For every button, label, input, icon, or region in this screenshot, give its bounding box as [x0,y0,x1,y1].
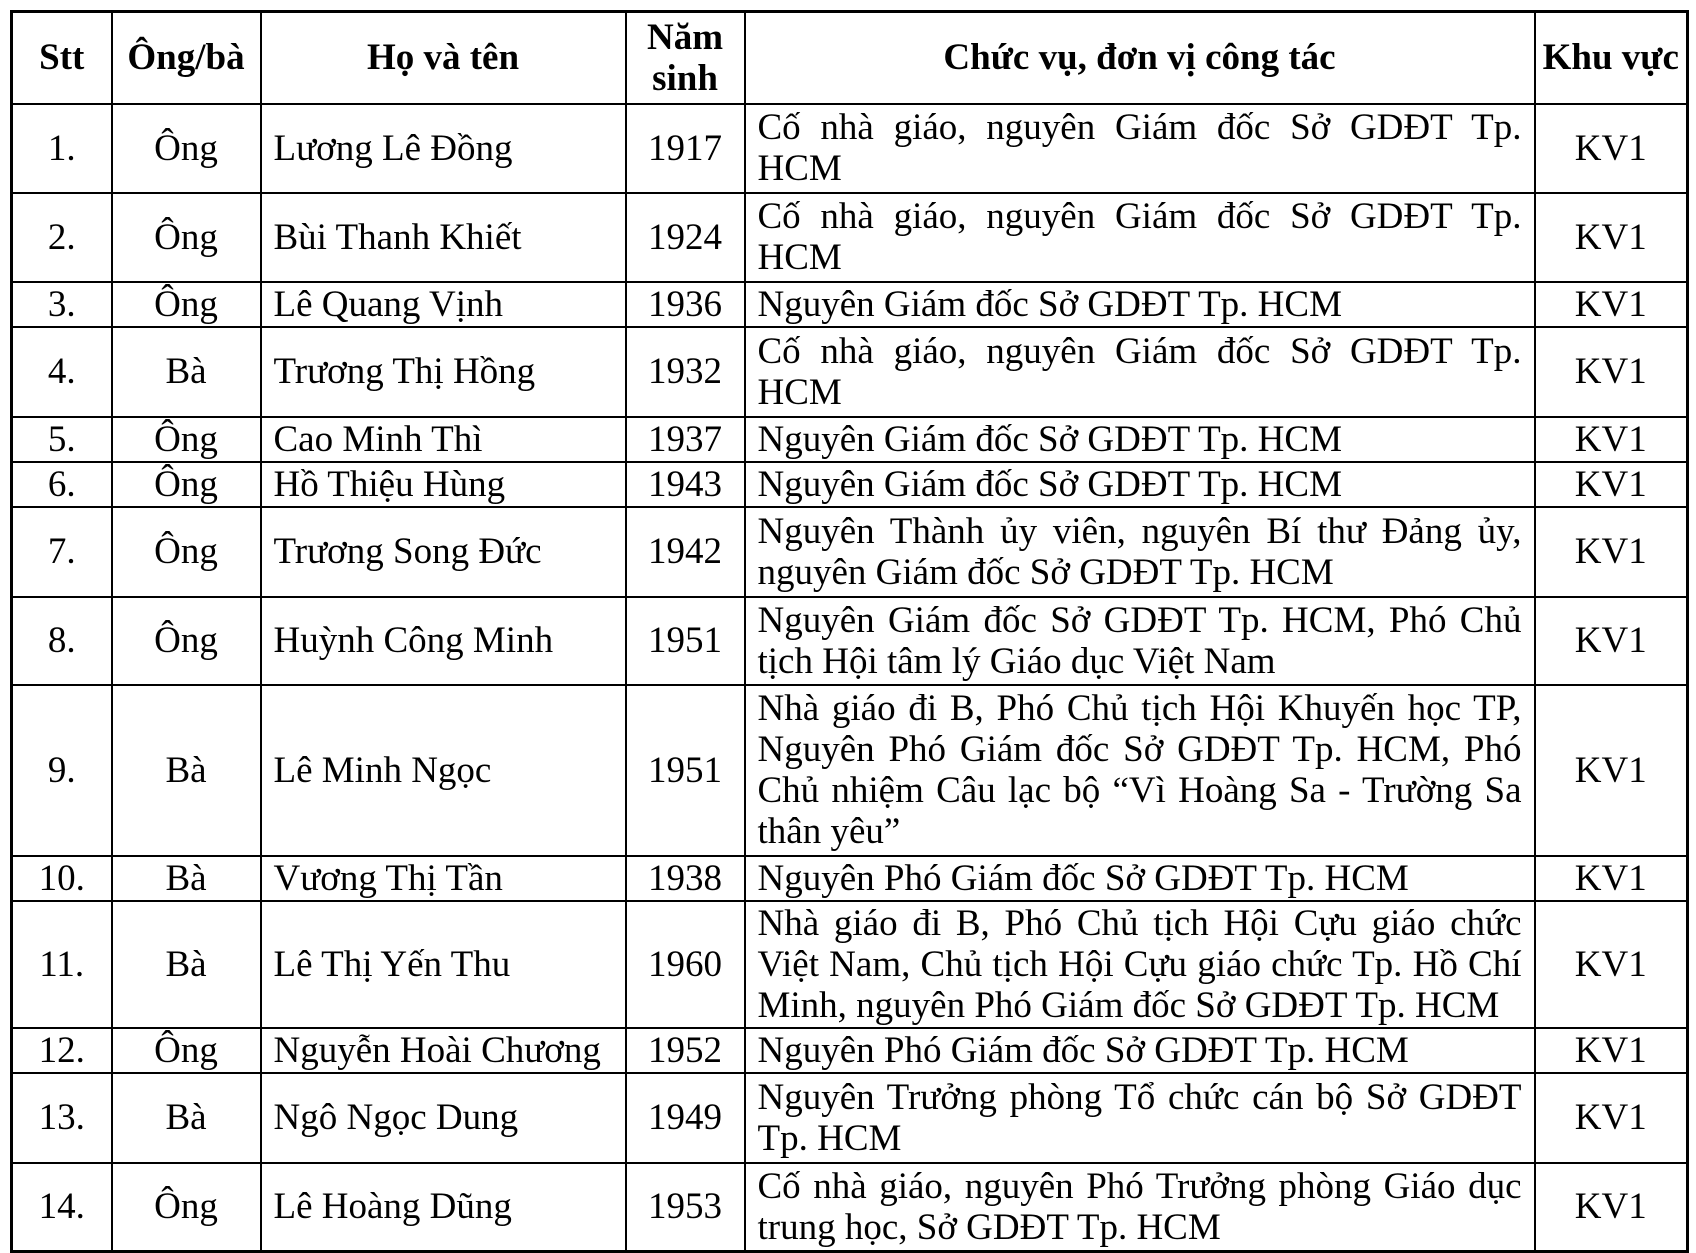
staff-roster-table [10,10,1689,1253]
row-birth-year: 1951 [626,597,745,685]
row-name: Lê Minh Ngọc [261,685,626,856]
row-stt: 6. [12,462,112,507]
table-row [12,1028,1688,1073]
table-row [12,417,1688,462]
table-row [12,1073,1688,1163]
row-birth-year: 1960 [626,901,745,1028]
row-stt: 7. [12,507,112,597]
row-name: Lê Hoàng Dũng [261,1163,626,1252]
table-row [12,282,1688,327]
row-position: Nguyên Thành ủy viên, nguyên Bí thư Đảng ủy, nguyên Giám đốc Sở GDĐT Tp. HCM [745,507,1535,597]
row-position: Nhà giáo đi B, Phó Chủ tịch Hội Khuyến học TP, Nguyên Phó Giám đốc Sở GDĐT Tp. HCM, Phó Chủ nhiệm Câu lạc bộ “Vì Hoàng Sa - Trường Sa thân yêu” [745,685,1535,856]
row-region: KV1 [1535,1073,1688,1163]
row-stt: 3. [12,282,112,327]
row-position: Nguyên Giám đốc Sở GDĐT Tp. HCM [745,462,1535,507]
col-header-stt: Stt [12,12,112,104]
col-header-honorific: Ông/bà [112,12,261,104]
row-stt: 8. [12,597,112,685]
row-position: Nguyên Phó Giám đốc Sở GDĐT Tp. HCM [745,856,1535,901]
row-stt: 12. [12,1028,112,1073]
row-stt: 2. [12,193,112,282]
row-name: Nguyễn Hoài Chương [261,1028,626,1073]
row-birth-year: 1937 [626,417,745,462]
row-honorific: Ông [112,417,261,462]
row-name: Trương Thị Hồng [261,327,626,417]
row-honorific: Ông [112,462,261,507]
table-row [12,856,1688,901]
row-birth-year: 1951 [626,685,745,856]
row-honorific: Bà [112,685,261,856]
row-region: KV1 [1535,901,1688,1028]
row-position: Nguyên Trưởng phòng Tổ chức cán bộ Sở GDĐT Tp. HCM [745,1073,1535,1163]
row-stt: 1. [12,104,112,193]
row-stt: 14. [12,1163,112,1252]
row-honorific: Bà [112,1073,261,1163]
table-row [12,901,1688,1028]
row-birth-year: 1952 [626,1028,745,1073]
row-position: Cố nhà giáo, nguyên Giám đốc Sở GDĐT Tp. HCM [745,104,1535,193]
row-birth-year: 1943 [626,462,745,507]
row-region: KV1 [1535,597,1688,685]
row-honorific: Ông [112,1163,261,1252]
row-birth-year: 1924 [626,193,745,282]
row-stt: 13. [12,1073,112,1163]
row-position: Nguyên Giám đốc Sở GDĐT Tp. HCM, Phó Chủ tịch Hội tâm lý Giáo dục Việt Nam [745,597,1535,685]
row-honorific: Ông [112,282,261,327]
row-birth-year: 1949 [626,1073,745,1163]
row-honorific: Ông [112,193,261,282]
row-name: Ngô Ngọc Dung [261,1073,626,1163]
row-position: Cố nhà giáo, nguyên Giám đốc Sở GDĐT Tp. HCM [745,327,1535,417]
row-honorific: Ông [112,597,261,685]
row-region: KV1 [1535,462,1688,507]
row-honorific: Ông [112,1028,261,1073]
row-region: KV1 [1535,685,1688,856]
row-birth-year: 1942 [626,507,745,597]
row-region: KV1 [1535,1028,1688,1073]
row-honorific: Ông [112,507,261,597]
table-row [12,104,1688,193]
table-row [12,597,1688,685]
row-region: KV1 [1535,507,1688,597]
row-honorific: Bà [112,856,261,901]
row-position: Nguyên Giám đốc Sở GDĐT Tp. HCM [745,282,1535,327]
row-region: KV1 [1535,104,1688,193]
table-row [12,507,1688,597]
col-header-name: Họ và tên [261,12,626,104]
row-region: KV1 [1535,282,1688,327]
row-position: Nguyên Phó Giám đốc Sở GDĐT Tp. HCM [745,1028,1535,1073]
table-header-row [12,12,1688,104]
row-birth-year: 1936 [626,282,745,327]
col-header-birth-year: Năm sinh [626,12,745,104]
row-stt: 4. [12,327,112,417]
row-stt: 11. [12,901,112,1028]
row-honorific: Bà [112,327,261,417]
row-birth-year: 1953 [626,1163,745,1252]
row-region: KV1 [1535,417,1688,462]
table-row [12,1163,1688,1252]
row-name: Vương Thị Tần [261,856,626,901]
row-name: Lê Quang Vịnh [261,282,626,327]
row-stt: 5. [12,417,112,462]
row-name: Bùi Thanh Khiết [261,193,626,282]
row-honorific: Ông [112,104,261,193]
row-name: Huỳnh Công Minh [261,597,626,685]
col-header-region: Khu vực [1535,12,1688,104]
table-row [12,193,1688,282]
row-region: KV1 [1535,327,1688,417]
table-row [12,327,1688,417]
row-birth-year: 1938 [626,856,745,901]
row-name: Lương Lê Đồng [261,104,626,193]
row-region: KV1 [1535,1163,1688,1252]
row-region: KV1 [1535,856,1688,901]
row-name: Lê Thị Yến Thu [261,901,626,1028]
row-name: Cao Minh Thì [261,417,626,462]
row-birth-year: 1932 [626,327,745,417]
table-row [12,462,1688,507]
table-row [12,685,1688,856]
row-name: Hồ Thiệu Hùng [261,462,626,507]
row-position: Nhà giáo đi B, Phó Chủ tịch Hội Cựu giáo chức Việt Nam, Chủ tịch Hội Cựu giáo chức Tp. Hồ Chí Minh, nguyên Phó Giám đốc Sở GDĐT Tp. HCM [745,901,1535,1028]
row-region: KV1 [1535,193,1688,282]
row-name: Trương Song Đức [261,507,626,597]
row-position: Cố nhà giáo, nguyên Phó Trưởng phòng Giáo dục trung học, Sở GDĐT Tp. HCM [745,1163,1535,1252]
row-honorific: Bà [112,901,261,1028]
row-stt: 10. [12,856,112,901]
row-position: Nguyên Giám đốc Sở GDĐT Tp. HCM [745,417,1535,462]
row-stt: 9. [12,685,112,856]
col-header-position: Chức vụ, đơn vị công tác [745,12,1535,104]
row-birth-year: 1917 [626,104,745,193]
row-position: Cố nhà giáo, nguyên Giám đốc Sở GDĐT Tp. HCM [745,193,1535,282]
